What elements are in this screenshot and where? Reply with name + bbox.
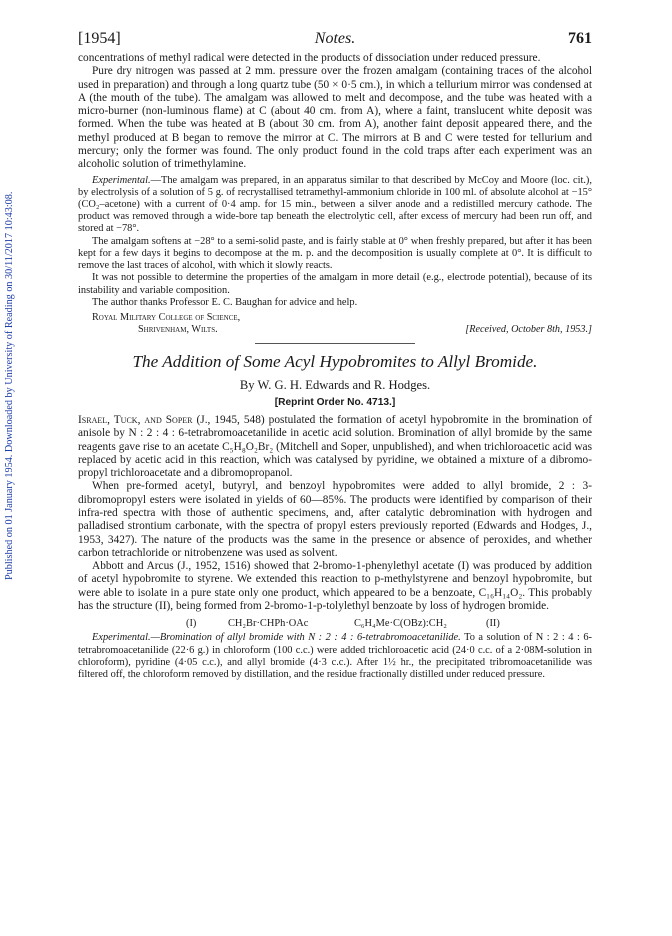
experimental-paragraph-1 <box>78 175 592 236</box>
experimental-paragraph-4 <box>78 632 592 681</box>
reprint-order: [Reprint Order No. 4713.] <box>274 396 396 408</box>
provenance-text: Published on 01 January 1954. Downloaded by University of Reading on 30/11/2017 10:43:08. <box>4 191 15 580</box>
paragraph-1: concentrations of methyl radical were detected in the products of dissociation under reduced pressure. <box>78 52 541 64</box>
body-paragraph-2: When pre-formed acetyl, butyryl, and benzoyl hypobromites were added to allyl bromide, 2 : 3-dibromopropyl esters were isolated in yields of 60—85%. The products were identified by comparison of their infra-red spectra with those of authentic specimens, and, after catalytic debromination with hydrogen and palladised strontium carbonate, with the spectra of propyl esters previously reported (Edwards and Hodges, J., 1953, 3427). The nature of the products was the same in the presence or absence of peroxides, and whether carbon tetrachloride or nitrobenzene was used as solvent. <box>78 480 592 559</box>
formula-1: CH₂Br·CHPh·OAc <box>228 618 309 630</box>
body-paragraph-3: Abbott and Arcus (J., 1952, 1516) showed that 2-bromo-1-phenylethyl acetate (I) was produced by addition of acetyl hypobromite to styrene. We extended this reaction to p-methylstyrene and benzoyl hypobromite, but were able to isolate in a pure state only one product, which appeared to be a benzoate, C₁₆H₁₄O₂. This probably has the structure (II), being formed from 2-bromo-1-p-tolylethyl benzoate by loss of hydrogen bromide. <box>78 560 592 613</box>
formula-label-1: (I) <box>186 618 197 630</box>
address-line-1: Royal Military College of Science, <box>92 311 241 323</box>
header-year: [1954] <box>78 30 121 47</box>
header-section: Notes. <box>314 30 356 47</box>
acknowledgement: The author thanks Professor E. C. Baughan for advice and help. <box>92 296 358 308</box>
experimental-paragraph-3: It was not possible to determine the properties of the amalgam in more detail (e.g., electrode potential), because of its instability and variable composition. <box>78 272 592 296</box>
formula-label-2: (II) <box>486 618 500 630</box>
article-byline: By W. G. H. Edwards and R. Hodges. <box>239 377 431 392</box>
formula-line <box>78 616 592 632</box>
section-divider <box>255 343 415 344</box>
address-line-2: Shrivenham, Wilts. <box>138 323 218 335</box>
experimental-text: —The amalgam was prepared, in an apparatus similar to that described by McCoy and Moore (loc. cit.), by electrolysis of a solution of 5 g. of recrystallised tetramethyl-ammonium chloride in 100 ml. of absolute alcohol at −15° (CO₂–acetone) with a current of 0·4 amp. for 15 min., between a silver anode and a redistilled mercury cathode. The product was removed through a wide-bore tap beneath the electrolytic cell, after excess of mercury had been run off, and stored at −78°. <box>78 174 592 235</box>
cited-authors: Israel, Tuck, and Soper <box>78 413 193 426</box>
address-block <box>78 312 592 338</box>
page <box>78 30 592 681</box>
sidebar-provenance <box>2 60 20 580</box>
received-date: [Received, October 8th, 1953.] <box>465 323 592 335</box>
body-paragraph-1 <box>78 414 592 480</box>
header-page-number: 761 <box>568 30 592 47</box>
body-paragraph-1-text: (J., 1945, 548) postulated the formation of acetyl hypobromite in the bromination of anisole by N : 2 : 4 : 6-tetrabromoacetanilide in acetic acid solution. Bromination of allyl bromide by the same reagents gave rise to an acetate C₅H₈O₂Br₂ (Mitchell and Soper, unpublished), and when trichloroacetic acid was replaced by acetic acid in this reaction, which was catalysed by pyridine, we obtained a mixture of a dibromo-propyl trichloroacetate and a dibromopropanol. <box>78 413 592 480</box>
experimental-paragraph-2: The amalgam softens at −28° to a semi-solid paste, and is fairly stable at 0° when freshly prepared, but after it has been kept for a few days it begins to decompose at the m. p. and the decomposition is usually complete at 0°. It is difficult to remove the last traces of alcohol, with which it slowly reacts. <box>78 235 592 272</box>
running-header <box>78 30 592 52</box>
article-title: The Addition of Some Acyl Hypobromites to Allyl Bromide. <box>132 351 538 371</box>
experimental-procedure: To a solution of N : 2 : 4 : 6-tetrabromoacetanilide (22·6 g.) in chloroform (100 c.c.) were added trichloroacetic acid (24·0 c.c. of a 2·08M-solution in chloroform), pyridine (4·05 c.c.), and allyl bromide (4·3 c.c.). After 1½ hr., the precipitated tribromoacetanilide was filtered off, the chloroform removed by distillation, and the residue fractionally distilled under reduced pressure. <box>78 632 592 680</box>
experimental-label: Experimental. <box>92 174 151 186</box>
experimental-heading: Experimental.—Bromination of allyl bromide with N : 2 : 4 : 6-tetrabromoacetanilide. <box>92 632 461 644</box>
paragraph-2: Pure dry nitrogen was passed at 2 mm. pressure over the frozen amalgam (containing traces of the alcohol used in preparation) and through a long quartz tube (50 × 0·5 cm.), in which a tellurium mirror was condensed at A (the mouth of the tube). The amalgam was allowed to melt and decompose, and the tube was heated with a micro-burner (non-luminous flame) at C (about 40 cm. from A), where a faint, translucent white deposit was formed. When the tube was heated at B (about 30 cm. from A), another faint deposit appeared there, and the methyl produced at B began to remove the mirror at C. The mirrors at B and C were tested for tellurium and mercury; only the former was found. The only product found in the cold traps after each experiment was an alcoholic solution of trimethylamine. <box>78 65 592 171</box>
formula-2: C₆H₄Me·C(OBz):CH₂ <box>354 618 447 630</box>
